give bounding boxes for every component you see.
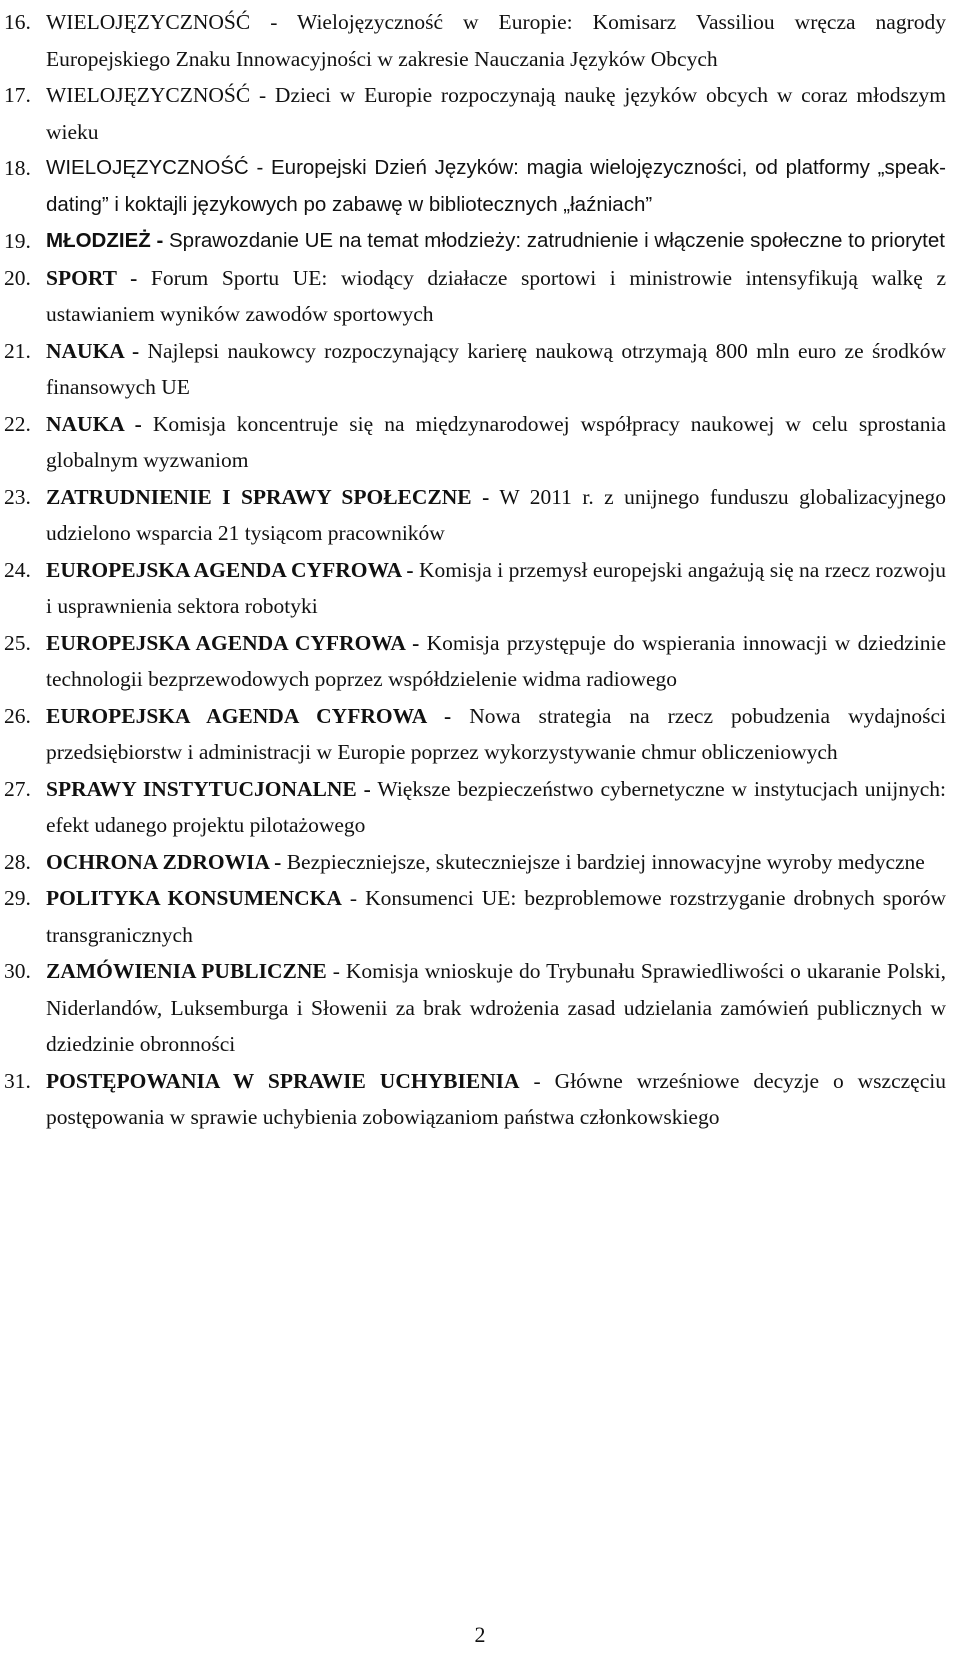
item-text: Komisja i przemysł europejski angażują się na rzecz rozwoju i usprawnienia sektora robotyki xyxy=(46,557,946,618)
item-number: 16. xyxy=(4,10,31,34)
item-text: Forum Sportu UE: wiodący działacze sportowi i ministrowie intensyfikują walkę z ustawianiem wyników zawodów sportowych xyxy=(46,265,946,326)
item-number: 20. xyxy=(4,265,31,290)
item-category: OCHRONA ZDROWIA - xyxy=(46,849,282,874)
item-text: W 2011 r. z unijnego funduszu globalizacyjnego udzielono wsparcia 21 tysiącom pracowników xyxy=(46,484,946,545)
item-text: Bezpieczniejsze, skuteczniejsze i bardziej innowacyjne wyroby medyczne xyxy=(286,849,925,874)
item-text: Nowa strategia na rzecz pobudzenia wydajności przedsiębiorstw i administracji w Europie poprzez wykorzystywanie chmur obliczeniowych xyxy=(46,703,946,764)
item-text: Najlepsi naukowcy rozpoczynający karierę naukową otrzymają 800 mln euro ze środków finansowych UE xyxy=(46,338,946,399)
item-category: EUROPEJSKA AGENDA CYFROWA - xyxy=(46,630,420,655)
item-category: POLITYKA KONSUMENCKA xyxy=(46,886,342,910)
item-category: EUROPEJSKA AGENDA CYFROWA - xyxy=(46,557,414,582)
item-category: SPORT - xyxy=(46,265,138,290)
item-number: 18. xyxy=(4,156,31,180)
item-number: 24. xyxy=(4,557,31,582)
item-category: NAUKA - xyxy=(46,411,142,436)
item-text: - Komisja wnioskuje do Trybunału Sprawiedliwości o ukaranie Polski, Niderlandów, Luksemburga i Słowenii za brak wdrożenia zasad udzielania zamówień publicznych w dziedzinie obronności xyxy=(46,959,947,1056)
list-item xyxy=(0,1063,960,1136)
item-category: ZAMÓWIENIA PUBLICZNE xyxy=(46,959,327,983)
page-number: 2 xyxy=(474,1622,486,1647)
news-list xyxy=(0,4,960,1136)
item-text: Komisja koncentruje się na międzynarodowej współpracy naukowej w celu sprostania globalnym wyzwaniom xyxy=(46,411,946,472)
list-item xyxy=(0,150,960,223)
list-item xyxy=(0,260,960,333)
item-category: SPRAWY INSTYTUCJONALNE - xyxy=(46,776,371,801)
item-number: 31. xyxy=(4,1068,31,1093)
item-number: 28. xyxy=(4,849,31,874)
item-text: Większe bezpieczeństwo cybernetyczne w instytucjach unijnych: efekt udanego projektu pilotażowego xyxy=(46,776,947,837)
item-number: 29. xyxy=(4,886,31,910)
item-text: - Główne wrześniowe decyzje o wszczęciu postępowania w sprawie uchybienia zobowiązaniom państwa członkowskiego xyxy=(46,1068,946,1129)
list-item xyxy=(0,77,960,150)
item-text: WIELOJĘZYCZNOŚĆ - Europejski Dzień Języków: magia wielojęzyczności, od platformy „speak-dating” i koktajli językowych po zabawę w bibliotecznych „łaźniach” xyxy=(46,156,946,216)
list-item xyxy=(0,552,960,625)
list-item xyxy=(0,406,960,479)
item-text: Sprawozdanie UE na temat młodzieży: zatrudnienie i włączenie społeczne to priorytet xyxy=(169,229,945,252)
list-item xyxy=(0,698,960,771)
item-text: - Konsumenci UE: bezproblemowe rozstrzyganie drobnych sporów transgranicznych xyxy=(46,886,946,947)
item-category: MŁODZIEŻ - xyxy=(46,229,164,252)
list-item xyxy=(0,4,960,77)
item-number: 27. xyxy=(4,776,31,801)
item-text: Komisja przystępuje do wspierania innowacji w dziedzinie technologii bezprzewodowych poprzez współdzielenie widma radiowego xyxy=(46,630,946,691)
item-number: 22. xyxy=(4,411,31,436)
list-item xyxy=(0,625,960,698)
item-text: WIELOJĘZYCZNOŚĆ - Wielojęzyczność w Europie: Komisarz Vassiliou wręcza nagrody Europejskiego Znaku Innowacyjności w zakresie Nauczania Języków Obcych xyxy=(46,10,946,71)
item-text: WIELOJĘZYCZNOŚĆ - Dzieci w Europie rozpoczynają naukę języków obcych w coraz młodszym wieku xyxy=(46,83,946,144)
item-number: 23. xyxy=(4,484,31,509)
item-category: NAUKA - xyxy=(46,338,140,363)
item-number: 21. xyxy=(4,338,31,363)
item-number: 17. xyxy=(4,83,31,107)
item-category: ZATRUDNIENIE I SPRAWY SPOŁECZNE - xyxy=(46,484,490,509)
item-number: 25. xyxy=(4,630,31,655)
list-item xyxy=(0,844,960,881)
item-number: 26. xyxy=(4,703,31,728)
item-category: POSTĘPOWANIA W SPRAWIE UCHYBIENIA xyxy=(46,1068,520,1093)
item-category: EUROPEJSKA AGENDA CYFROWA - xyxy=(46,703,452,728)
list-item xyxy=(0,479,960,552)
list-item xyxy=(0,223,960,260)
item-number: 19. xyxy=(4,229,31,253)
list-item xyxy=(0,771,960,844)
list-item xyxy=(0,880,960,953)
list-item xyxy=(0,333,960,406)
item-number: 30. xyxy=(4,959,31,983)
list-item xyxy=(0,953,960,1063)
